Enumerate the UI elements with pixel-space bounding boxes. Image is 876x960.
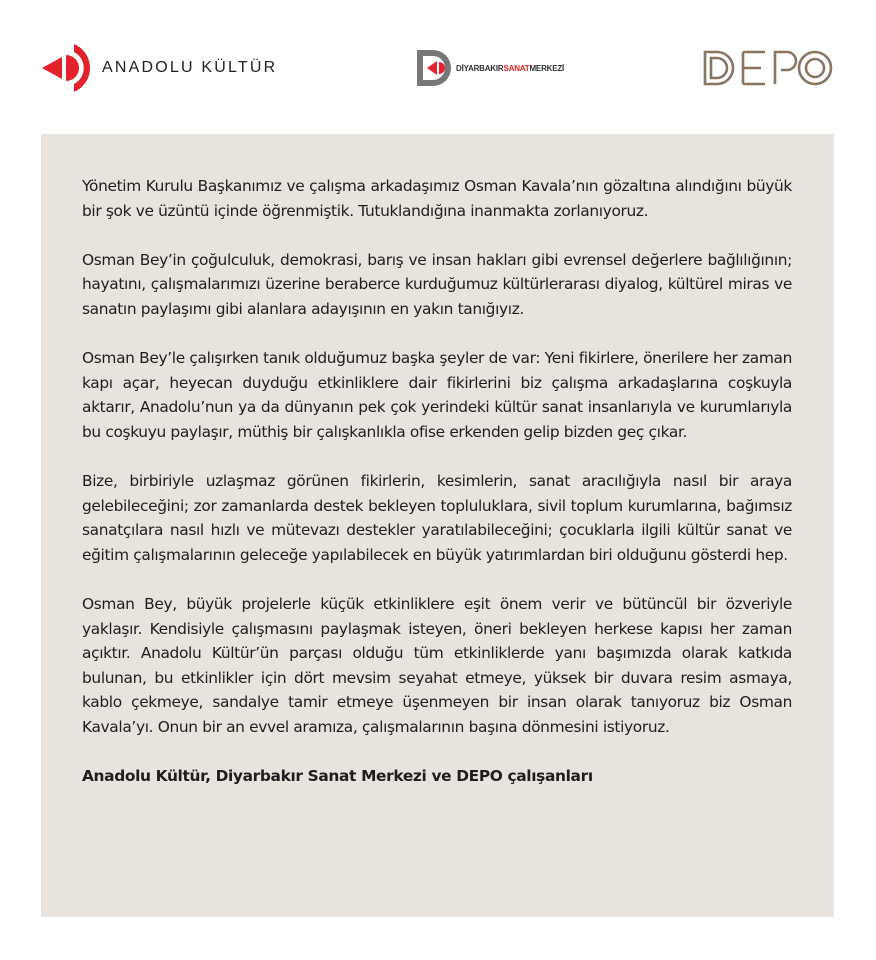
logo-header xyxy=(0,0,876,130)
paragraph-5: Osman Bey, büyük projelerle küçük etkinliklere eşit önem verir ve bütüncül bir özveriyle yaklaşır. Kendisiyle çalışmasını paylaşmak isteyen, öneri bekleyen herkese kapısı her zaman açıktır. Anadolu Kültür’ün parçası olduğu tüm etkinliklerde yanı başımızda olarak katkıda bulunan, bu etkinlikler için dört mevsim seyahat etmeye, yüksek bir duvara resim asmaya, kablo çekmeye, sandalye tamir etmeye üşenmeyen bir insan olarak tanıyoruz biz Osman Kavala’yı. Onun bir an evvel aramıza, çalışmalarının başına dönmesini istiyoruz. xyxy=(82,595,792,737)
paragraph-1: Yönetim Kurulu Başkanımız ve çalışma arkadaşımız Osman Kavala’nın gözaltına alındığını büyük bir şok ve üzüntü içinde öğrenmiştik. Tutuklandığına inanmakta zorlanıyoruz. xyxy=(82,177,792,220)
dsm-logo-text: DİYARBAKIRSANATMERKEZİ xyxy=(456,63,565,73)
letter-body xyxy=(82,174,792,789)
depo-logo xyxy=(703,50,833,86)
paragraph-4: Bize, birbiriyle uzlaşmaz görünen fikirlerin, kesimlerin, sanat aracılığıyla nasıl bir araya gelebileceğini; zor zamanlarda destek bekleyen topluluklara, sivil toplum kurumlarına, bağımsız sanatçılara nasıl hızlı ve mütevazı destekler yaratılabileceğini; çocuklarla ilgili kültür sanat ve eğitim çalışmalarının geleceğe yapılabilecek en büyük yatırımlardan biri olduğunu gösterdi hep. xyxy=(82,472,792,564)
letter-panel xyxy=(41,134,834,917)
diyarbakir-sanat-merkezi-logo xyxy=(415,48,564,88)
anadolu-kultur-logo xyxy=(40,42,277,94)
signature: Anadolu Kültür, Diyarbakır Sanat Merkezi ve DEPO çalışanları xyxy=(82,767,593,786)
paragraph-2: Osman Bey’in çoğulculuk, demokrasi, barış ve insan hakları gibi evrensel değerlere bağlılığının; hayatını, çalışmalarımızı üzerine beraberce kurduğumuz kültürlerarası diyalog, kültürel miras ve sanatın paylaşımı gibi alanlara adayışının en yakın tanığıyız. xyxy=(82,250,792,318)
dsm-mark-icon xyxy=(415,48,455,88)
paragraph-3: Osman Bey’le çalışırken tanık olduğumuz başka şeyler de var: Yeni fikirlere, önerilere her zaman kapı açar, heyecan duyduğu etkinliklere dair fikirlerini biz çalışma arkadaşlarına coşkuyla aktarır, Anadolu’nun ya da dünyanın pek çok yerindeki kültür sanat insanlarıyla ve kurumlarıyla bu coşkuyu paylaşır, müthiş bir çalışkanlıkla ofise erkenden gelip bizden geç çıkar. xyxy=(82,349,792,441)
anadolu-kultur-logo-text: ANADOLU KÜLTÜR xyxy=(102,59,278,76)
anadolu-kultur-mark-icon xyxy=(40,42,98,94)
